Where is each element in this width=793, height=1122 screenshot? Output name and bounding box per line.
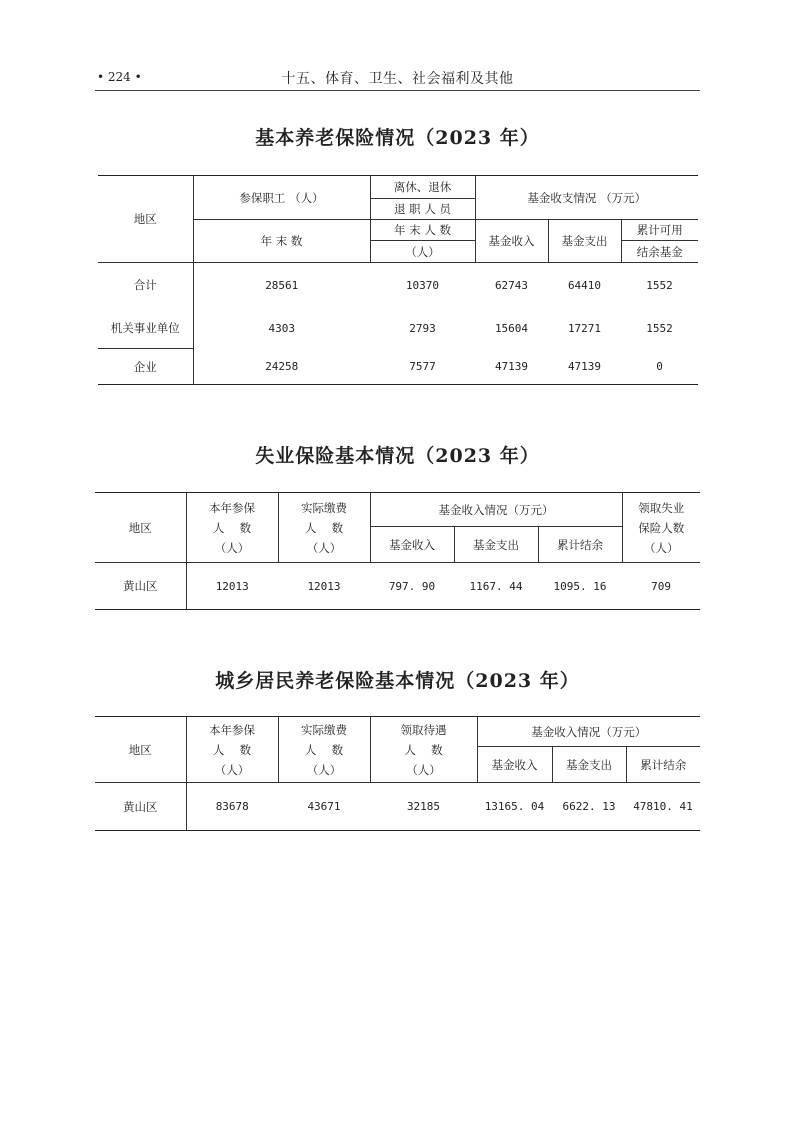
row-insured: 12013 bbox=[186, 563, 278, 610]
unemployment-insurance-table bbox=[95, 492, 700, 610]
header-benefit-line2: 保险人数 bbox=[638, 520, 685, 535]
header-balance-line1: 累计可用 bbox=[621, 220, 698, 241]
row-region: 企业 bbox=[133, 359, 157, 374]
header-income: 基金收入 bbox=[477, 747, 552, 783]
header-benefit bbox=[622, 493, 700, 563]
row-income: 13165. 04 bbox=[477, 783, 552, 831]
header-region: 地区 bbox=[128, 520, 152, 535]
row-paid: 43671 bbox=[278, 783, 370, 831]
page-number: • 224 • bbox=[97, 70, 142, 84]
header-paid-line3: （人） bbox=[306, 762, 342, 777]
header-insured-line3: （人） bbox=[214, 762, 250, 777]
header-retired-line1: 离休、退休 bbox=[370, 176, 475, 199]
header-paid bbox=[278, 717, 370, 783]
header-region: 地区 bbox=[128, 742, 152, 757]
header-benefit-line3: （人） bbox=[644, 540, 679, 555]
header-receiving-line3: （人） bbox=[406, 762, 441, 777]
header-paid-line2: 人 数 bbox=[304, 520, 344, 535]
header-income: 基金收入 bbox=[475, 220, 548, 263]
header-balance: 累计结余 bbox=[538, 527, 622, 563]
row-insured: 28561 bbox=[193, 263, 370, 308]
header-fund: 基金收支情况 （万元） bbox=[475, 176, 698, 220]
row-region: 合计 bbox=[98, 263, 193, 308]
chapter-title: 十五、体育、卫生、社会福利及其他 bbox=[281, 71, 514, 87]
row-balance: 1552 bbox=[621, 263, 698, 308]
row-insured: 4303 bbox=[193, 308, 370, 349]
header-insured bbox=[186, 717, 278, 783]
row-expense: 47139 bbox=[567, 359, 602, 373]
row-region: 机关事业单位 bbox=[98, 308, 193, 349]
row-balance: 1095. 16 bbox=[538, 563, 622, 610]
header-paid-line1: 实际缴费 bbox=[301, 500, 347, 515]
page-header bbox=[95, 64, 700, 91]
header-insured-sub: 年 末 数 bbox=[193, 220, 370, 263]
row-benefit: 709 bbox=[622, 563, 700, 610]
header-retired-line2: 退 职 人 员 bbox=[370, 199, 475, 220]
header-insured bbox=[186, 493, 278, 563]
header-region: 地区 bbox=[133, 212, 157, 226]
header-expense: 基金支出 bbox=[454, 527, 538, 563]
header-insured-line1: 本年参保 bbox=[209, 722, 255, 737]
header-receiving bbox=[370, 717, 477, 783]
header-paid bbox=[278, 493, 370, 563]
header-fund: 基金收入情况（万元） bbox=[477, 717, 700, 747]
header-fund: 基金收入情况（万元） bbox=[370, 493, 622, 527]
row-expense: 64410 bbox=[548, 263, 621, 308]
row-income: 62743 bbox=[475, 263, 548, 308]
header-insured: 参保职工 （人） bbox=[193, 176, 370, 220]
header-retired-line3: 年 末 人 数 bbox=[370, 220, 475, 241]
header-insured-line3: （人） bbox=[214, 540, 250, 555]
header-paid-line1: 实际缴费 bbox=[301, 722, 347, 737]
table2-title: 失业保险基本情况（2023 年） bbox=[255, 445, 540, 467]
header-balance-line2: 结余基金 bbox=[621, 241, 698, 263]
header-receiving-line1: 领取待遇 bbox=[400, 722, 447, 737]
header-receiving-line2: 人 数 bbox=[404, 742, 443, 757]
row-expense: 1167. 44 bbox=[454, 563, 538, 610]
header-income: 基金收入 bbox=[370, 527, 454, 563]
row-receiving: 32185 bbox=[370, 783, 477, 831]
row-insured: 24258 bbox=[193, 349, 370, 385]
header-expense: 基金支出 bbox=[552, 747, 626, 783]
header-expense: 基金支出 bbox=[548, 220, 621, 263]
row-balance: 47810. 41 bbox=[626, 783, 700, 831]
header-retired-line4: （人） bbox=[370, 241, 475, 263]
header-benefit-line1: 领取失业 bbox=[638, 500, 685, 515]
header-balance: 累计结余 bbox=[626, 747, 700, 783]
row-expense: 6622. 13 bbox=[552, 783, 626, 831]
table3-title: 城乡居民养老保险基本情况（2023 年） bbox=[215, 670, 580, 692]
row-income: 797. 90 bbox=[370, 563, 454, 610]
header-insured-line2: 人 数 bbox=[212, 520, 252, 535]
row-retired: 7577 bbox=[409, 359, 436, 373]
table1-title: 基本养老保险情况（2023 年） bbox=[255, 127, 540, 149]
row-balance: 1552 bbox=[646, 321, 673, 335]
resident-pension-table bbox=[95, 716, 700, 831]
basic-pension-table bbox=[98, 175, 698, 385]
row-region: 黄山区 bbox=[95, 563, 186, 610]
row-income: 15604 bbox=[494, 321, 529, 335]
header-paid-line3: （人） bbox=[306, 540, 342, 555]
row-retired: 10370 bbox=[370, 263, 475, 308]
header-insured-line2: 人 数 bbox=[212, 742, 252, 757]
row-income: 47139 bbox=[494, 359, 529, 373]
header-paid-line2: 人 数 bbox=[304, 742, 344, 757]
row-insured: 83678 bbox=[186, 783, 278, 831]
row-region: 黄山区 bbox=[95, 783, 186, 831]
header-insured-line1: 本年参保 bbox=[209, 500, 255, 515]
row-balance: 0 bbox=[656, 359, 663, 373]
row-paid: 12013 bbox=[278, 563, 370, 610]
row-expense: 17271 bbox=[567, 321, 602, 335]
row-retired: 2793 bbox=[409, 321, 436, 335]
